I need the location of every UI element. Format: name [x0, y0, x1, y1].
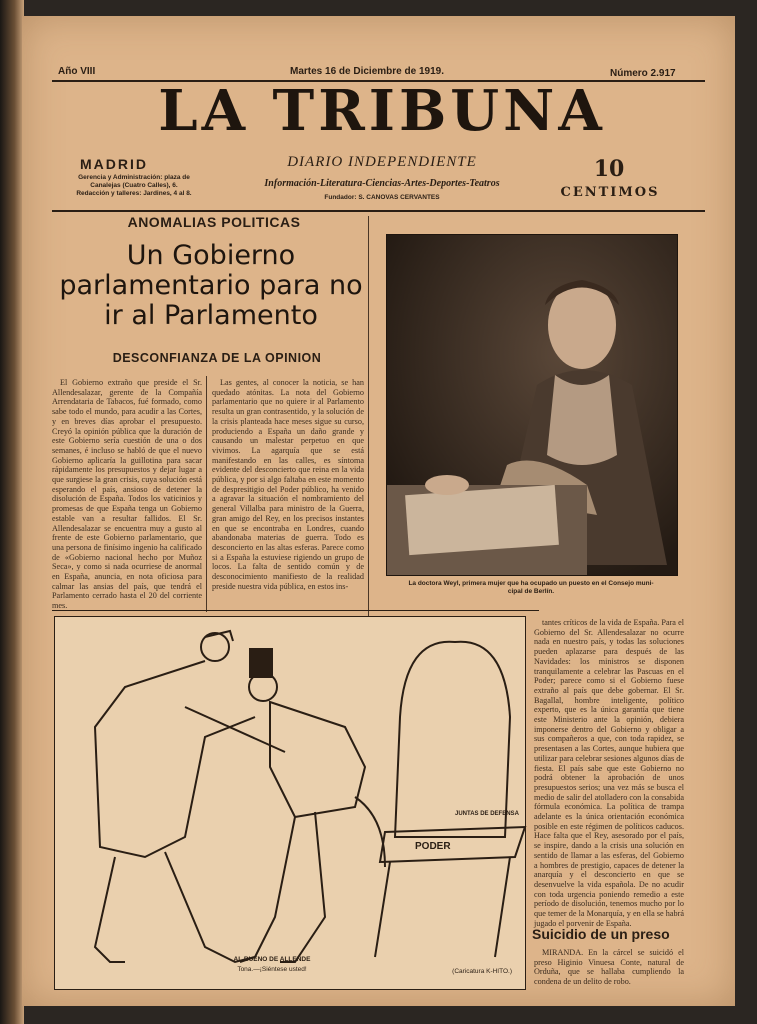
issue-number: Número 2.917: [610, 68, 676, 79]
article-column-2: [212, 378, 364, 610]
caption-line: cipal de Berlín.: [507, 588, 555, 595]
address-line: Gerencia y Administración: plaza de: [78, 174, 190, 181]
address-line: Canalejas (Cuatro Calles), 6.: [90, 182, 178, 189]
book-spine: [0, 0, 24, 1024]
date-label: Martes 16 de Diciembre de 1919.: [290, 66, 444, 77]
brief-headline: Suicidio de un preso: [532, 926, 670, 942]
article-text: tantes críticos de la vida de España. Para el Gobierno del Sr. Allendesalazar no ocurre nada en nuestro país, y todas las soluciones pueden aplazarse para después de las Navidades: los ministros se disponen tranquilamente a celebrar las Pascuas en el Poder; parece como si el Gobierno fuese extraño al país que debe gobernar. El Sr. Bagallal, hombre inteligente, político experto, que es la única garantía que tiene este Ministerio ante la opinión, debiera imponerse dentro del Gobierno y obligar a sus compañeros a que, con toda rapidez, se presentasen a las Cortes, aunque hubiera que utilizar para celebrar sesiones algunos días de fiesta. El país sabe que este Gobierno no podrá obtener la aprobación de unos presupuestos serios; una vez más se busca el medio de salir del atolladero con la consabida fórmula económica. La política de trampa adelante es la única orientación económica posible en este régimen de políticos caducos. Hace falta que el Rey, asesorado por el país, se inspire, dando a la crisis una solución en sentido de llamar a las esferas, del Gobierno a hombres de prestigio, capaces de detener la anarquía y el desconcierto en que se desenvuelve la vida española. De no acudir con toda urgencia poniendo remedio a este período de disolución, tenemos mucho por lo que temer de la Monarquía, y en ella se habrá jugado el porvenir de España.: [534, 618, 684, 928]
chair-seat-label: PODER: [415, 841, 451, 852]
woman-portrait-icon: [387, 235, 677, 575]
article-column-3: [534, 618, 684, 928]
chair-back-label: JUNTAS DE DEFENSA: [455, 811, 519, 817]
article-subhead: DESCONFIANZA DE LA OPINION: [112, 351, 322, 365]
portrait-photo: [386, 234, 678, 576]
column-divider: [368, 216, 369, 616]
photo-caption: [380, 580, 682, 596]
price-unit: CENTIMOS: [560, 185, 660, 200]
article-text: Las gentes, al conocer la noticia, se han quedado atónitas. La nota del Gobierno parlamentario que no quiere ir al Parlamento resulta un gran contrasentido, y la solución de la crisis planteada hace meses sigue su curso, produciendo a España un daño grande y causando un malestar perpetuo en que vivimos. La agarquía que se está manifestando en las calles, es síntoma evidente del desconcierto que reina en la vida pública, y por si algo faltaba en este momento de despresitigio del Poder público, ha venido a agravar la situación el nombramiento del general Villalba para ministro de la Guerra, gran amigo del Rey, en los precisos instantes en que se encontraba en Londres, cuando abandonaba materias de guerra. Todo es desconcierto en las altas esferas. Parece como si a España la estuviese rigiendo un grupo de locos. La falta de sentido común y de desconocimiento manifiesto de la realidad preside nuestra vida pública, en estos ins-: [212, 378, 364, 591]
brief-text: [534, 948, 684, 986]
cartoon-title: AL BUENO DE ALLENDE: [233, 956, 311, 963]
price-number: 10: [593, 156, 625, 182]
sections-line: Información-Literatura-Ciencias-Artes-Deportes-Teatros: [264, 178, 500, 189]
cartoon-drawing-icon: [55, 617, 525, 989]
political-cartoon: [54, 616, 526, 990]
subtitle: DIARIO INDEPENDIENTE: [287, 154, 477, 170]
cartoon-credit: (Caricatura K-HITO.): [452, 968, 512, 975]
cartoon-dialogue: Tona.—¡Siéntese usted!: [237, 966, 307, 973]
masthead-rule: [52, 210, 705, 212]
founder-line: Fundador: S. CANOVAS CERVANTES: [324, 194, 440, 201]
section-rule: [52, 610, 539, 611]
address-block: [54, 174, 214, 198]
article-kicker: ANOMALIAS POLITICAS: [127, 214, 301, 230]
article-text: El Gobierno extraño que preside el Sr. Allendesalazar, gerente de la Compañía Arrendataria de Tabacos, fué formado, como sabe todo el mundo, para acudir a las Cortes, y en breves días aprobar el presupuesto. Creyó la opinión pública que la duración de este Gobierno sería cuestión de una o dos semanes, é incluso se habló de que el nuevo Gobierno aplicaría la guillotina para sacar rápidamente los presupuestos y dejar lugar a que surgiese la gran crisis, cuya solución está esperando el país, ansioso de detener la disolución de España. Todos los vaticinios y promesas de que España tenga un Gobierno estable van a resultar fallidos. El Sr. Allendesalazar se encuentra muy a gusto al frente de este Gobierno parlamentario, que una persona de finísimo ingenio ha calificado de «Gobierno nacional hecho por Muñoz Seca», y como si nada ocurriese de anormal en España, anuncia, en nota oficiosa para calmar las ansias del país, que tendrá el Parlamento cerrado hasta el 20 del corriente mes.: [52, 378, 202, 611]
brief-body: MIRANDA. En la cárcel se suicidó el preso Higinio Vinuesa Conte, natural de Orduña, que se hallaba cumpliendo la condena de un delito de robo.: [534, 948, 684, 987]
newspaper-page: [22, 16, 735, 1006]
masthead-title: LA TRIBUNA: [158, 78, 606, 144]
address-line: Redacción y talleres: Jardines, 4 al 8.: [76, 190, 192, 197]
column-divider: [206, 376, 207, 612]
article-headline: Un Gobierno parlamentario para no ir al Parlamento: [59, 240, 363, 331]
article-column-1: [52, 378, 202, 610]
caption-line: La doctora Weyl, primera mujer que ha ocupado un puesto en el Consejo muni-: [408, 580, 654, 587]
city-label: MADRID: [80, 156, 148, 172]
year-label: Año VIII: [58, 66, 96, 77]
